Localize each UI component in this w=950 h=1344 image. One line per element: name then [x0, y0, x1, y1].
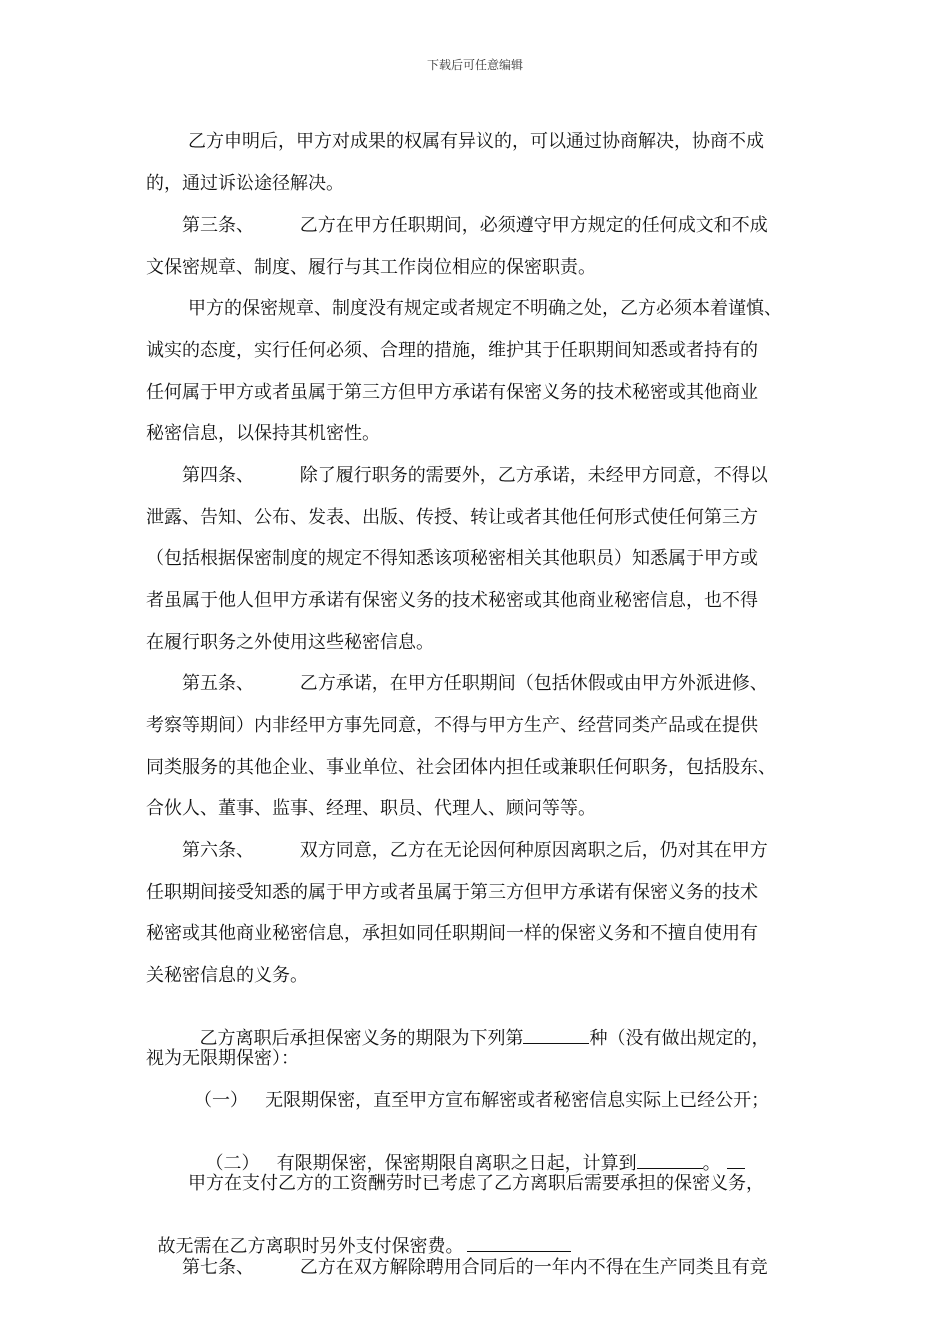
text-line: 关秘密信息的义务。 — [146, 965, 308, 986]
line-text: （二） 有限期保密，保密期限自离职之日起，计算到 — [205, 1153, 637, 1174]
text-line: 的，通过诉讼途径解决。 — [146, 173, 344, 194]
text-line: 任何属于甲方或者虽属于第三方但甲方承诺有保密义务的技术秘密或其他商业 — [146, 382, 758, 403]
fill-in-blank[interactable] — [727, 1152, 745, 1169]
text-line: 在履行职务之外使用这些秘密信息。 — [146, 632, 434, 653]
line-text-after: 。 — [702, 1153, 721, 1174]
text-line: 泄露、告知、公布、发表、出版、传授、转让或者其他任何形式使任何第三方 — [146, 507, 758, 528]
text-line: （包括根据保密制度的规定不得知悉该项秘密相关其他职员）知悉属于甲方或 — [146, 548, 758, 569]
text-line-with-blank — [146, 1217, 571, 1256]
text-line: 甲方在支付乙方的工资酬劳时已考虑了乙方离职后需要承担的保密义务， — [188, 1173, 764, 1194]
line-text: 乙方离职后承担保密义务的期限为下列第 — [199, 1028, 524, 1049]
text-line-with-blank — [188, 1009, 769, 1048]
text-line: 秘密信息，以保持其机密性。 — [146, 423, 380, 444]
text-line: 第五条、 乙方承诺，在甲方任职期间（包括休假或由甲方外派进修、 — [182, 673, 768, 694]
text-line: 同类服务的其他企业、事业单位、社会团体内担任或兼职任何职务，包括股东、 — [146, 757, 776, 778]
text-line: 文保密规章、制度、履行与其工作岗位相应的保密职责。 — [146, 257, 596, 278]
line-text: 故无需在乙方离职时另外支付保密费。 — [157, 1236, 464, 1257]
text-line: 乙方申明后，甲方对成果的权属有异议的，可以通过协商解决，协商不成 — [188, 131, 764, 152]
text-line: 第六条、 双方同意，乙方在无论因何种原因离职之后，仍对其在甲方 — [182, 840, 768, 861]
text-line: 合伙人、董事、监事、经理、职员、代理人、顾问等等。 — [146, 798, 596, 819]
page-header: 下载后可任意编辑 — [426, 58, 523, 72]
text-line: 诚实的态度，实行任何必须、合理的措施，维护其于任职期间知悉或者持有的 — [146, 340, 758, 361]
text-line: 视为无限期保密）： — [146, 1048, 299, 1069]
text-line: 甲方的保密规章、制度没有规定或者规定不明确之处，乙方必须本着谨慎、 — [188, 298, 782, 319]
clause-option-1: （一） 无限期保密，直至甲方宣布解密或者秘密信息实际上已经公开； — [194, 1090, 770, 1111]
text-line: 第七条、 乙方在双方解除聘用合同后的一年内不得在生产同类且有竞 — [182, 1257, 768, 1278]
fill-in-blank[interactable] — [523, 1027, 589, 1044]
text-line: 第四条、 除了履行职务的需要外，乙方承诺，未经甲方同意，不得以 — [182, 465, 768, 486]
clause-option-2 — [194, 1134, 745, 1173]
text-line: 第三条、 乙方在甲方任职期间，必须遵守甲方规定的任何成文和不成 — [182, 215, 768, 236]
text-line: 考察等期间）内非经甲方事先同意，不得与甲方生产、经营同类产品或在提供 — [146, 715, 758, 736]
text-line: 秘密或其他商业秘密信息，承担如同任职期间一样的保密义务和不擅自使用有 — [146, 923, 758, 944]
line-text-after: 种（没有做出规定的， — [589, 1028, 770, 1049]
fill-in-blank[interactable] — [467, 1235, 571, 1252]
fill-in-blank[interactable] — [637, 1152, 703, 1169]
text-line: 任职期间接受知悉的属于甲方或者虽属于第三方但甲方承诺有保密义务的技术 — [146, 882, 758, 903]
text-line: 者虽属于他人但甲方承诺有保密义务的技术秘密或其他商业秘密信息，也不得 — [146, 590, 758, 611]
